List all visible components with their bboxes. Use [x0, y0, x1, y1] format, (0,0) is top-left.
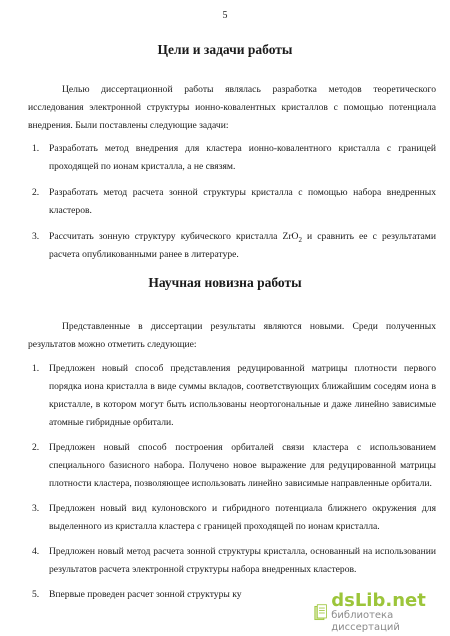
list-item-text: Разработать метод внедрения для кластера ионно-ковалентного кристалла с границей проходящей по ионам кристалла, а не связям.: [49, 143, 436, 172]
list-item-number: 3.: [32, 231, 40, 242]
watermark-brand: dsLib.net: [331, 590, 426, 611]
section-title-goals: Цели и задачи работы: [157, 42, 293, 57]
section-title-novelty: Научная новизна работы: [148, 275, 302, 290]
list-item: [28, 184, 436, 220]
list-item-text: Предложен новый метод расчета зонной структуры кристалла, основанный на использовании результатов расчета электронной структуры набора внедренных кластеров.: [49, 546, 436, 575]
list-item-text: Впервые проведен расчет зонной структуры ку: [49, 589, 242, 600]
list-item: [28, 140, 436, 176]
list-item: [28, 228, 436, 264]
list-item-number: 3.: [32, 503, 40, 514]
novelty-results-list: [28, 360, 436, 604]
list-item: [28, 439, 436, 493]
subscript: 2: [298, 235, 302, 244]
list-item-text: Предложен новый вид кулоновского и гибридного потенциала ближнего окружения для выделенного из кристалла кластера с границей проходящей по ионам кристалла.: [49, 503, 436, 532]
goals-task-list: [28, 140, 436, 264]
list-item: [28, 500, 436, 536]
document-stack-icon: [314, 602, 327, 624]
list-item-number: 4.: [32, 546, 40, 557]
list-item-text-start: Рассчитать зонную структуру кубического кристалла ZrO: [49, 231, 299, 242]
list-item-text: Предложен новый способ представления редуцированной матрицы плотности первого порядка иона кристалла в виде суммы вкладов, соответствующих ближайшим соседям иона в кристалле, в котором могут быть использованы неортогональные и даже линейно зависимые атомные гибридные орбитали.: [49, 363, 436, 428]
section-novelty-intro: Представленные в диссертации результаты являются новыми. Среди полученных результатов можно отметить следующие:: [28, 321, 436, 350]
list-item: [28, 543, 436, 579]
list-item-number: 2.: [32, 442, 40, 453]
list-item-text: Разработать метод расчета зонной структуры кристалла с помощью набора внедренных кластеров.: [49, 187, 436, 216]
list-item-number: 1.: [32, 363, 40, 374]
list-item-number: 1.: [32, 143, 40, 154]
dslib-watermark[interactable]: [314, 590, 442, 633]
list-item-number: 5.: [32, 589, 40, 600]
watermark-subtitle: библиотека диссертаций: [331, 610, 400, 633]
list-item-text-end: и сравнить ее с результатами расчета опубликованными ранее в литературе.: [49, 231, 437, 260]
section-goals-intro: Целью диссертационной работы являлась разработка методов теоретического исследования электронной структуры ионно-ковалентных кристаллов с помощью потенциала внедрения. Были поставлены следующие задачи:: [28, 84, 436, 131]
list-item: [28, 360, 436, 432]
list-item-text: Предложен новый способ построения орбиталей связи кластера с использованием специального базисного набора. Получено новое выражение для редуцированной матрицы плотности кластера, позволяющее использовать линейно зависимые направленные орбитали.: [49, 442, 436, 489]
list-item-number: 2.: [32, 187, 40, 198]
watermark-text: [331, 592, 442, 634]
page-number: 5: [222, 10, 228, 21]
